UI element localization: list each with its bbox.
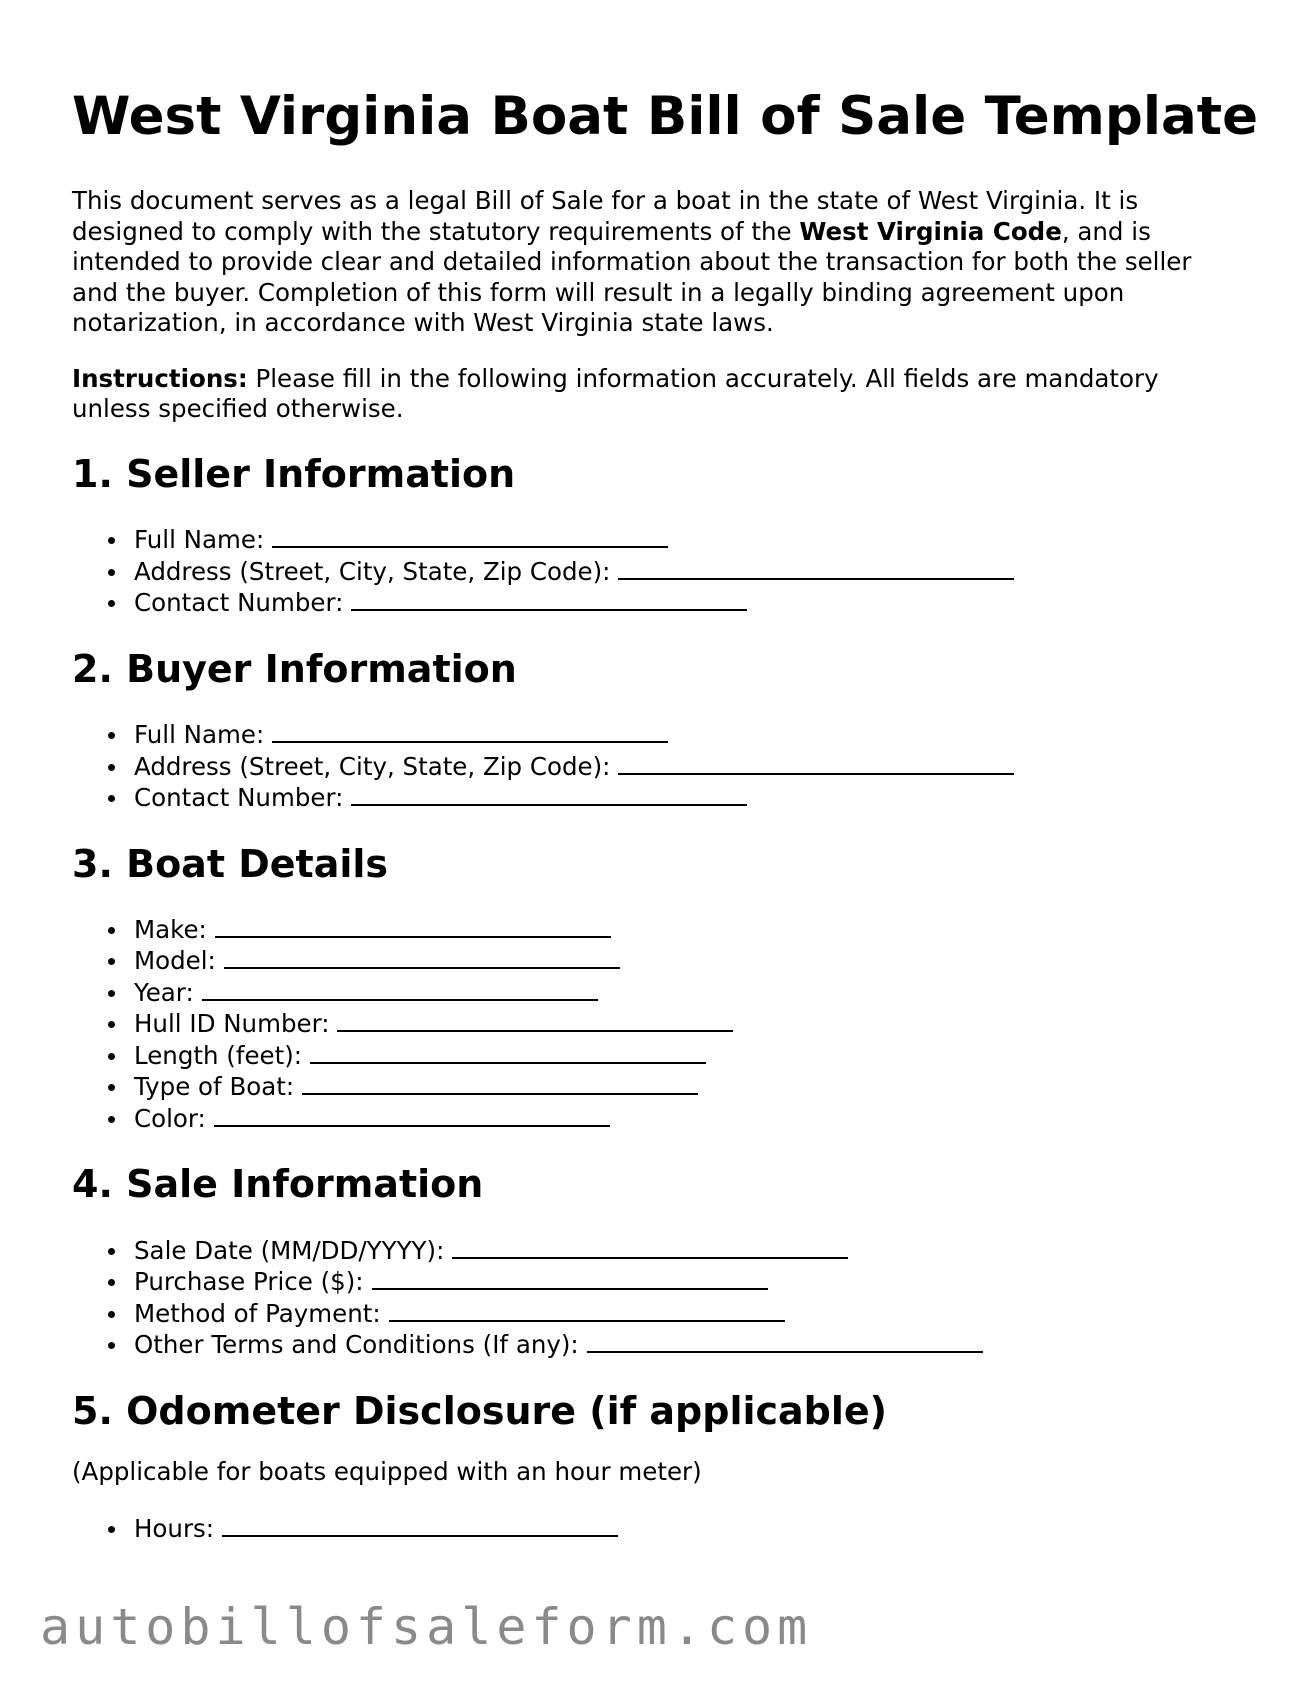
- field-boat-length: [134, 1040, 1222, 1072]
- fill-in-blank[interactable]: [215, 914, 611, 938]
- intro-paragraph: [72, 186, 1222, 339]
- field-odometer-hours: [134, 1513, 1222, 1545]
- intro-bold-code: West Virginia Code: [799, 216, 1062, 246]
- field-label: Address (Street, City, State, Zip Code):: [134, 751, 611, 781]
- fill-in-blank[interactable]: [214, 1103, 610, 1127]
- field-label: Type of Boat:: [134, 1072, 295, 1102]
- field-seller-full-name: [134, 524, 1222, 556]
- field-label: Hull ID Number:: [134, 1009, 330, 1039]
- document-page: [72, 84, 1259, 1570]
- field-sale-date: [134, 1235, 1222, 1267]
- field-label: Contact Number:: [134, 588, 344, 618]
- fill-in-blank[interactable]: [222, 1513, 618, 1537]
- field-boat-model: [134, 945, 1222, 977]
- field-sale-other-terms: [134, 1329, 1222, 1361]
- field-buyer-contact: [134, 782, 1222, 814]
- field-label: Year:: [134, 977, 194, 1007]
- fill-in-blank[interactable]: [337, 1008, 733, 1032]
- field-label: Make:: [134, 914, 207, 944]
- fill-in-blank[interactable]: [202, 977, 598, 1001]
- sale-field-list: [72, 1235, 1222, 1361]
- section-heading-odometer: 5. Odometer Disclosure (if applicable): [72, 1388, 888, 1433]
- field-boat-make: [134, 914, 1222, 946]
- field-label: Model:: [134, 946, 216, 976]
- fill-in-blank[interactable]: [618, 751, 1014, 775]
- field-boat-type: [134, 1071, 1222, 1103]
- fill-in-blank[interactable]: [351, 782, 747, 806]
- section-heading-sale: 4. Sale Information: [72, 1162, 484, 1207]
- field-label: Color:: [134, 1103, 206, 1133]
- field-label: Sale Date (MM/DD/YYYY):: [134, 1235, 445, 1265]
- section-heading-buyer: 2. Buyer Information: [72, 646, 517, 691]
- field-label: Full Name:: [134, 720, 265, 750]
- field-boat-year: [134, 977, 1222, 1009]
- field-boat-hull-id: [134, 1008, 1222, 1040]
- intro-text-1: This document serves as a legal Bill of Sale for a boat in the state of West Virginia. It is designed to comply with the statutory requirements of the: [72, 186, 1139, 246]
- buyer-field-list: [72, 719, 1222, 814]
- odometer-note: (Applicable for boats equipped with an hour meter): [72, 1457, 702, 1487]
- field-label: Other Terms and Conditions (If any):: [134, 1330, 579, 1360]
- fill-in-blank[interactable]: [618, 556, 1014, 580]
- section-heading-seller: 1. Seller Information: [72, 451, 516, 496]
- fill-in-blank[interactable]: [587, 1329, 983, 1353]
- field-label: Hours:: [134, 1513, 215, 1543]
- fill-in-blank[interactable]: [372, 1266, 768, 1290]
- seller-field-list: [72, 524, 1222, 619]
- field-buyer-address: [134, 751, 1222, 783]
- field-seller-contact: [134, 587, 1222, 619]
- fill-in-blank[interactable]: [272, 719, 668, 743]
- field-label: Contact Number:: [134, 783, 344, 813]
- field-buyer-full-name: [134, 719, 1222, 751]
- fill-in-blank[interactable]: [452, 1235, 848, 1259]
- field-label: Method of Payment:: [134, 1298, 381, 1328]
- instructions-text: Please fill in the following information accurately. All fields are mandatory unless specified otherwise.: [72, 363, 1159, 424]
- fill-in-blank[interactable]: [272, 524, 668, 548]
- field-boat-color: [134, 1103, 1222, 1135]
- field-label: Length (feet):: [134, 1040, 303, 1070]
- intro-text-2: , and is intended to provide clear and detailed information about the transaction for both the seller and the buyer. Completion of this form will result in a legally binding agreement upon notarization, in accordance with West Virginia state laws.: [72, 216, 1192, 338]
- field-label: Address (Street, City, State, Zip Code):: [134, 556, 611, 586]
- page-title: West Virginia Boat Bill of Sale Template: [72, 86, 1259, 147]
- field-sale-payment-method: [134, 1298, 1222, 1330]
- section-heading-boat: 3. Boat Details: [72, 841, 389, 886]
- field-label: Full Name:: [134, 525, 265, 555]
- site-watermark: autobillofsaleform.com: [40, 1598, 813, 1656]
- fill-in-blank[interactable]: [302, 1071, 698, 1095]
- fill-in-blank[interactable]: [224, 945, 620, 969]
- field-label: Purchase Price ($):: [134, 1267, 364, 1297]
- boat-field-list: [72, 914, 1222, 1135]
- instructions-label: Instructions:: [72, 363, 248, 393]
- field-seller-address: [134, 556, 1222, 588]
- fill-in-blank[interactable]: [389, 1298, 785, 1322]
- odometer-field-list: [72, 1513, 1222, 1545]
- fill-in-blank[interactable]: [310, 1040, 706, 1064]
- fill-in-blank[interactable]: [351, 587, 747, 611]
- field-sale-price: [134, 1266, 1222, 1298]
- instructions-paragraph: [72, 364, 1222, 425]
